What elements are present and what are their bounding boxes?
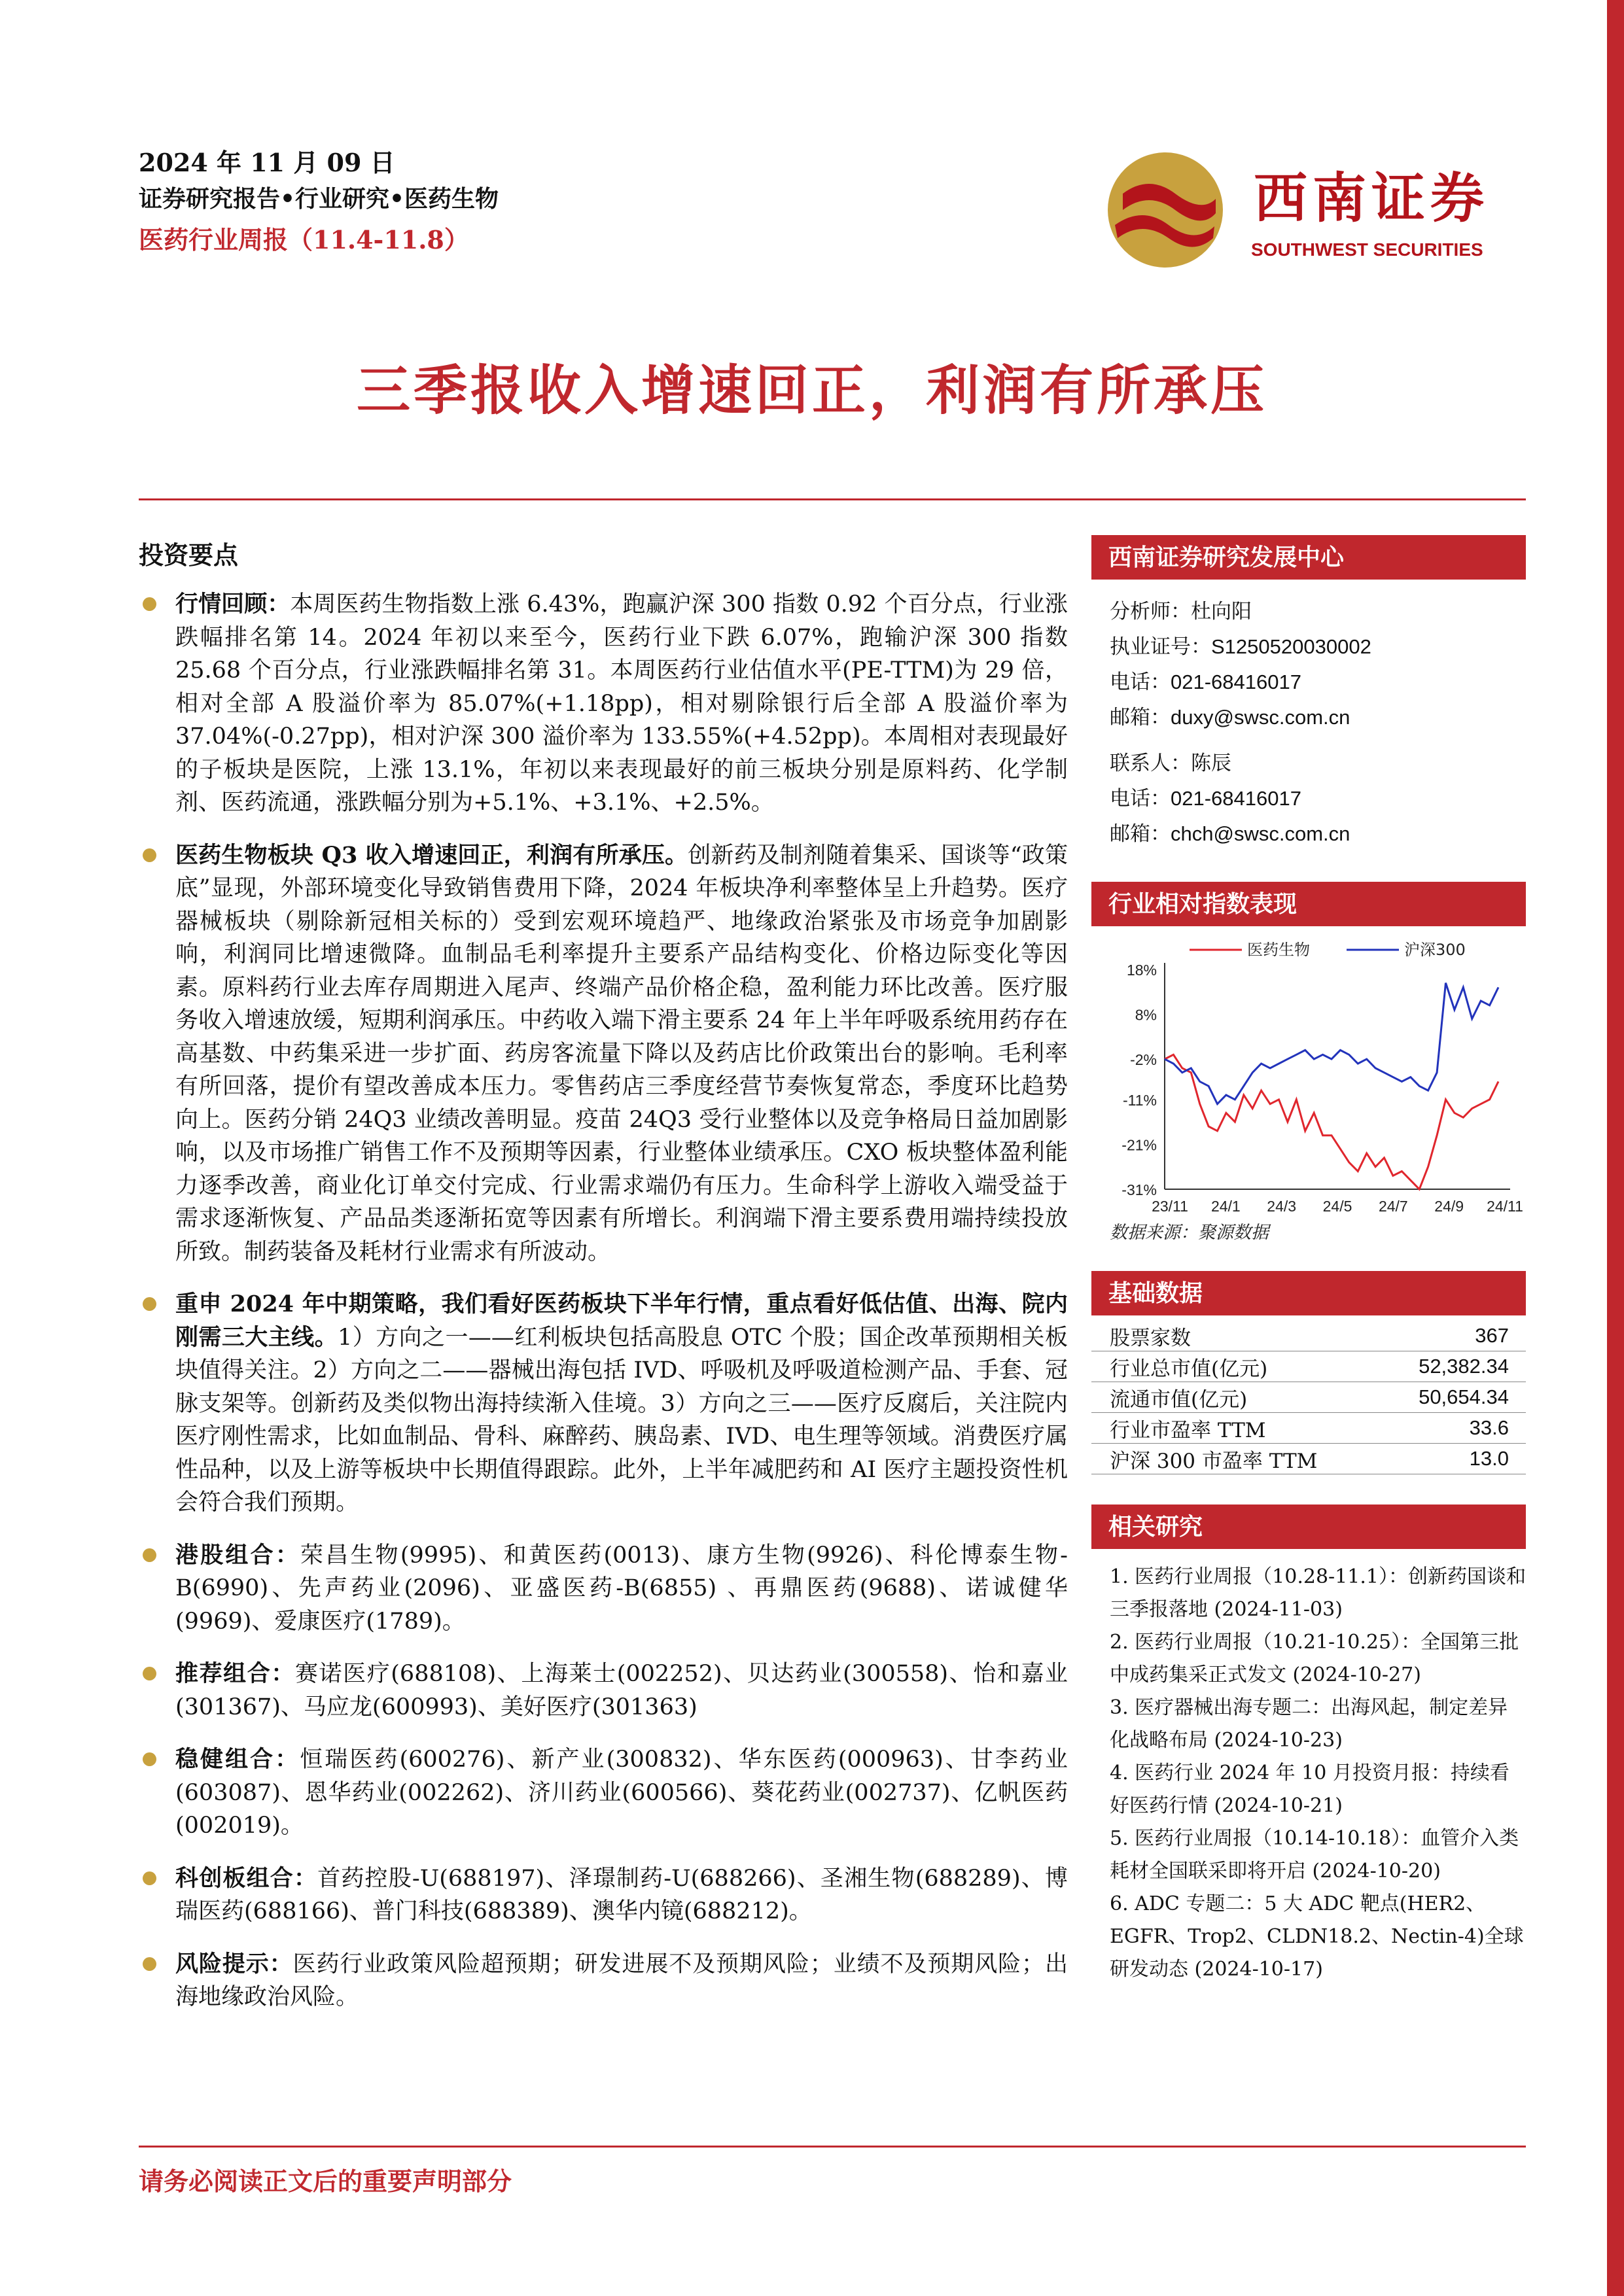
analyst-line — [1091, 594, 1526, 629]
contact-name: 陈辰 — [1191, 752, 1231, 775]
related-research-heading: 相关研究 — [1091, 1505, 1526, 1549]
bullet-q3-review — [139, 839, 1068, 1269]
cert-label: 执业证号： — [1110, 635, 1211, 659]
bullet-market-review — [139, 588, 1068, 820]
row-label: 沪深 300 市盈率 TTM — [1110, 1449, 1318, 1473]
report-type: 证券研究报告•行业研究•医药生物 — [139, 185, 499, 213]
x-tick-label: 24/7 — [1378, 1198, 1408, 1215]
x-tick-label: 23/11 — [1152, 1198, 1188, 1215]
bullet-star-market-portfolio — [139, 1862, 1068, 1928]
contact-line — [1091, 746, 1526, 781]
bullet-lead: 港股组合： — [175, 1541, 301, 1569]
index-line-chart — [1091, 930, 1526, 1218]
bullet-dot-icon — [143, 1752, 156, 1766]
report-date: 2024 年 11 月 09 日 — [139, 148, 395, 177]
row-label: 行业总市值(亿元) — [1110, 1357, 1268, 1381]
bullet-text: 创新药及制剂随着集采、国谈等“政策底”显现，外部环境变化导致销售费用下降，2024 年板块净利率整体呈上升趋势。医疗器械板块（剔除新冠相关标的）受到宏观环境趋严、地缘政治紧张及市场竞争加剧影响，利润同比增速微降。血制品毛利率提升主要系产品结构变化、价格边际变化等因素。原料药行业去库存周期进入尾声、终端产品价格企稳，盈利能力环比改善。医疗服务收入增速放缓，短期利润承压。中药收入端下滑主要系 24 年上半年呼吸系统用药存在高基数、中药集采进一步扩面、药房客流量下降以及药店比价政策出台的影响。毛利率有所回落，提价有望改善成本压力。零售药店三季度经营节奏恢复常态，季度环比趋势向上。医药分销 24Q3 业绩改善明显。疫苗 24Q3 受行业整体以及竞争格局日益加剧影响，以及市场推广销售工作不及预期等因素，行业整体业绩承压。CXO 板块整体盈利能力逐季改善，商业化订单交付完成、行业需求端仍有压力。生命科学上游收入端受益于需求逐渐恢复、产品品类逐渐拓宽等因素有所增长。利润端下滑主要系费用端持续投放所致。制药装备及耗材行业需求有所波动。 — [175, 842, 1068, 1265]
series-line-csi300 — [1165, 983, 1498, 1104]
email-line — [1091, 700, 1526, 735]
related-item[interactable]: 4. 医药行业 2024 年 10 月投资月报：持续看好医药行情 (2024-10-21) — [1110, 1762, 1509, 1817]
divider — [139, 2146, 1526, 2148]
contact-email-label: 邮箱： — [1110, 822, 1171, 846]
cert-number: S1250520030002 — [1211, 635, 1371, 658]
phone-number: 021-68416017 — [1171, 670, 1301, 693]
company-logo — [1103, 148, 1522, 266]
row-value: 13.0 — [1469, 1447, 1509, 1470]
x-tick-label: 24/11 — [1487, 1198, 1523, 1215]
page-title: 三季报收入增速回正，利润有所承压 — [356, 359, 1267, 422]
bullet-recommended-portfolio — [139, 1658, 1068, 1724]
bullet-lead: 推荐组合： — [175, 1660, 295, 1687]
logo-chinese-name: 西南证券 — [1254, 167, 1490, 230]
table-row — [1091, 1444, 1526, 1474]
right-edge-bar — [1607, 0, 1624, 2296]
logo-english-name: SOUTHWEST SECURITIES — [1251, 239, 1483, 260]
y-tick-label: 8% — [1135, 1006, 1157, 1024]
sidebar — [1091, 535, 1526, 1986]
phone-label: 电话： — [1110, 670, 1171, 694]
x-tick-label: 24/5 — [1322, 1198, 1352, 1215]
row-value: 367 — [1475, 1324, 1509, 1347]
table-row — [1091, 1413, 1526, 1444]
row-label: 股票家数 — [1110, 1326, 1191, 1350]
bullet-text: 首药控股-U(688197)、泽璟制药-U(688266)、圣湘生物(688289)、博瑞医药(688166)、普门科技(688389)、澳华内镜(688212)。 — [175, 1865, 1068, 1924]
bullet-dot-icon — [143, 1548, 156, 1562]
series-line-pharma — [1165, 1054, 1498, 1189]
logo-emblem-icon — [1103, 148, 1227, 272]
bullet-stable-portfolio — [139, 1743, 1068, 1843]
bullet-text: 恒瑞医药(600276)、新产业(300832)、华东医药(000963)、甘李药业(603087)、恩华药业(002262)、济川药业(600566)、葵花药业(002737)、亿帆医药(002019)。 — [175, 1747, 1068, 1839]
chart-source: 数据来源：聚源数据 — [1110, 1223, 1269, 1243]
y-tick-label: -11% — [1123, 1091, 1157, 1109]
disclaimer-footer: 请务必阅读正文后的重要声明部分 — [139, 2166, 512, 2196]
bullet-dot-icon — [143, 1297, 156, 1311]
bullet-lead: 医药生物板块 Q3 收入增速回正，利润有所承压。 — [175, 841, 688, 869]
bullet-lead: 科创板组合： — [175, 1864, 318, 1892]
analyst-label: 分析师： — [1110, 600, 1191, 623]
bullet-dot-icon — [143, 1667, 156, 1680]
basic-data-heading: 基础数据 — [1091, 1271, 1526, 1315]
bullet-dot-icon — [143, 1871, 156, 1885]
y-tick-label: -2% — [1130, 1051, 1157, 1069]
table-row — [1091, 1351, 1526, 1382]
contact-phone-line — [1091, 781, 1526, 816]
x-tick-label: 24/3 — [1267, 1198, 1297, 1215]
contact-email-line — [1091, 816, 1526, 852]
row-value: 52,382.34 — [1419, 1355, 1509, 1378]
bullet-lead: 行情回顾： — [175, 591, 291, 617]
index-performance-heading: 行业相对指数表现 — [1091, 882, 1526, 926]
related-item[interactable]: 3. 医疗器械出海专题二：出海风起，制定差异化战略布局 (2024-10-23) — [1110, 1696, 1508, 1752]
contact-phone-number: 021-68416017 — [1171, 787, 1301, 810]
row-label: 流通市值(亿元) — [1110, 1387, 1248, 1412]
bullet-dot-icon — [143, 1957, 156, 1971]
contact-email-address[interactable]: chch@swsc.com.cn — [1171, 822, 1350, 845]
bullet-text: 荣昌生物(9995)、和黄医药(0013)、康方生物(9926)、科伦博泰生物-B(6990)、先声药业(2096)、亚盛医药-B(6855) 、再鼎医药(9688)、诺诚健华(9969)、爱康医疗(1789)。 — [175, 1542, 1068, 1635]
bullet-dot-icon — [143, 848, 156, 862]
cert-line — [1091, 629, 1526, 665]
bullet-hk-portfolio — [139, 1539, 1068, 1639]
investment-summary — [139, 535, 1068, 2034]
row-value: 50,654.34 — [1419, 1385, 1509, 1408]
research-center-heading: 西南证券研究发展中心 — [1091, 535, 1526, 580]
divider — [139, 498, 1526, 500]
bullet-text: 赛诺医疗(688108)、上海莱士(002252)、贝达药业(300558)、怡和嘉业(301367)、马应龙(600993)、美好医疗(301363) — [175, 1661, 1068, 1720]
x-tick-label: 24/9 — [1434, 1198, 1464, 1215]
contact-label: 联系人： — [1110, 752, 1191, 775]
bullet-lead: 重申 2024 年中期策略，我们看好医药板块下半年行情，重点看好低估值、出海、院内刚需三大主线。 — [175, 1291, 1068, 1351]
report-series: 医药行业周报（11.4-11.8） — [139, 225, 469, 254]
email-label: 邮箱： — [1110, 706, 1171, 729]
analyst-name: 杜向阳 — [1191, 600, 1252, 623]
bullet-text: 医药行业政策风险超预期；研发进展不及预期风险；业绩不及预期风险；出海地缘政治风险。 — [175, 1951, 1068, 2010]
table-row — [1091, 1321, 1526, 1351]
bullet-lead: 风险提示： — [175, 1950, 293, 1977]
legend-label: 医药生物 — [1247, 941, 1310, 959]
contact-phone-label: 电话： — [1110, 787, 1171, 810]
summary-heading: 投资要点 — [139, 540, 239, 570]
y-tick-label: -31% — [1121, 1181, 1157, 1198]
y-tick-label: 18% — [1126, 962, 1157, 979]
email-address[interactable]: duxy@swsc.com.cn — [1171, 706, 1350, 729]
related-item[interactable]: 5. 医药行业周报（10.14-10.18）：血管介入类耗材全国联采即将开启 (2024-10-20) — [1110, 1827, 1519, 1883]
row-label: 行业市盈率 TTM — [1110, 1418, 1266, 1442]
bullet-risk — [139, 1948, 1068, 2014]
legend-label: 沪深300 — [1404, 941, 1466, 959]
table-row — [1091, 1382, 1526, 1413]
related-item[interactable]: 6. ADC 专题二：5 大 ADC 靶点(HER2、EGFR、Trop2、CLDN18.2、Nectin-4)全球研发动态 (2024-10-17) — [1110, 1892, 1524, 1981]
bullet-strategy — [139, 1288, 1068, 1520]
bullet-lead: 稳健组合： — [175, 1746, 300, 1773]
basic-data-table — [1091, 1321, 1526, 1474]
row-value: 33.6 — [1469, 1416, 1509, 1439]
related-item[interactable]: 1. 医药行业周报（10.28-11.1）：创新药国谈和三季报落地 (2024-11-03) — [1110, 1565, 1526, 1621]
bullet-dot-icon — [143, 597, 156, 611]
y-tick-label: -21% — [1121, 1136, 1157, 1154]
x-tick-label: 24/1 — [1210, 1198, 1241, 1215]
bullet-text: 1）方向之一——红利板块包括高股息 OTC 个股；国企改革预期相关板块值得关注。2）方向之二——器械出海包括 IVD、呼吸机及呼吸道检测产品、手套、冠脉支架等。创新药及类似物出海持续渐入佳境。3）方向之三——医疗反腐后，关注院内医疗刚性需求，比如血制品、骨科、麻醉药、胰岛素、IVD、电生理等领域。消费医疗属性品种，以及上游等板块中长期值得跟踪。此外，上半年减肥药和 AI 医疗主题投资性机会符合我们预期。 — [175, 1324, 1068, 1516]
phone-line — [1091, 665, 1526, 700]
index-chart — [1091, 930, 1526, 1218]
related-item[interactable]: 2. 医药行业周报（10.21-10.25）：全国第三批中成药集采正式发文 (2024-10-27) — [1110, 1631, 1519, 1686]
bullet-text: 本周医药生物指数上涨 6.43%，跑赢沪深 300 指数 0.92 个百分点，行业涨跌幅排名第 14。2024 年初以来至今，医药行业下跌 6.07%，跑输沪深 300 指数 25.68 个百分点，行业涨跌幅排名第 31。本周医药行业估值水平(PE-TTM)为 29 倍，相对全部 A 股溢价率为 85.07%(+1.18pp)，相对剔除银行后全部 A 股溢价率为 37.04%(-0.27pp)，相对沪深 300 溢价率为 133.55%(+4.52pp)。本周相对表现最好的子板块是医院，上涨 13.1%，年初以来表现最好的前三板块分别是原料药、化学制剂、医药流通，涨跌幅分别为+5.1%、+3.1%、+2.5%。 — [175, 591, 1068, 816]
